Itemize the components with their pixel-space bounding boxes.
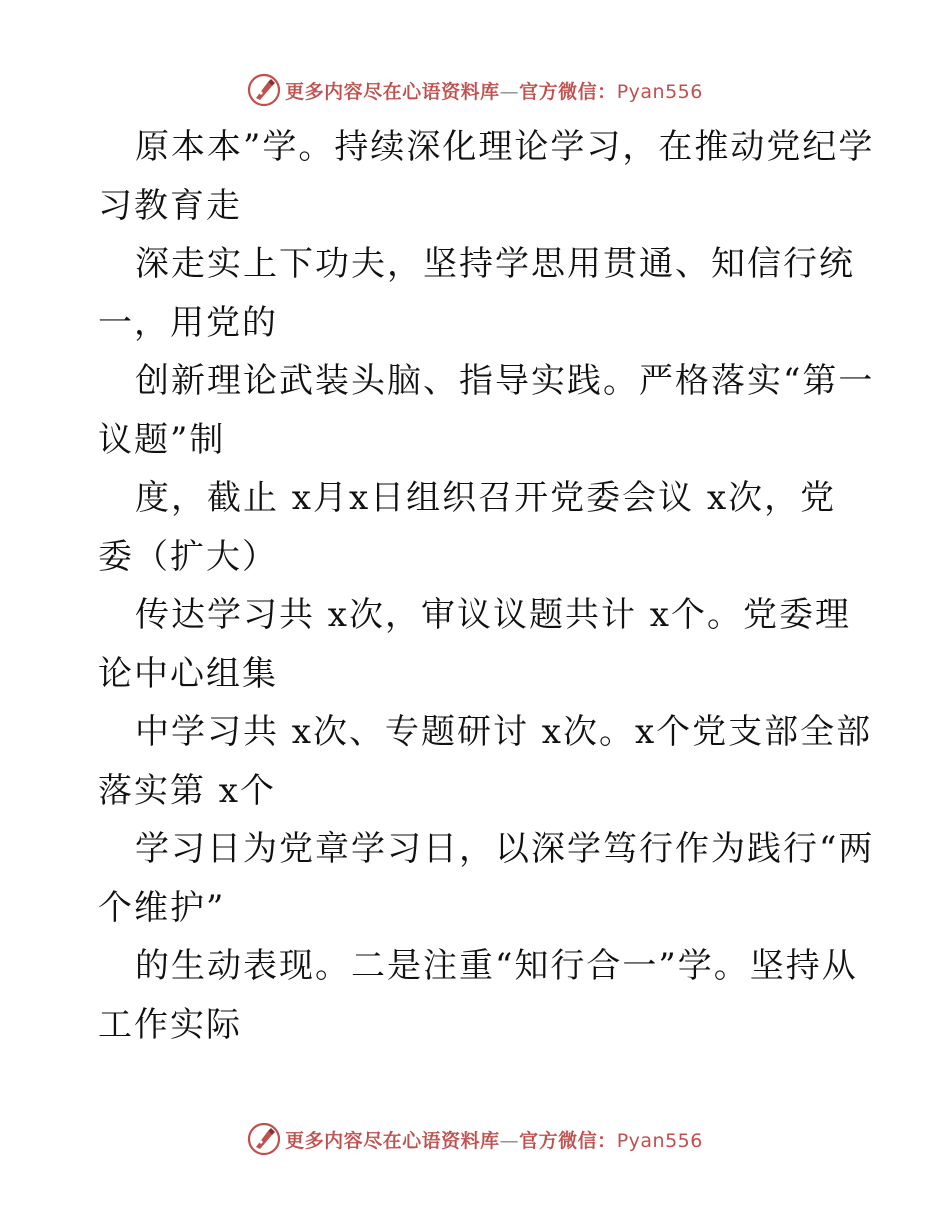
paragraph-line: 个维护” [98,887,226,928]
watermark-text [285,77,703,104]
paragraph-line: 中学习共 x次、专题研讨 x次。x个党支部全部 [135,712,873,752]
paragraph-line: 一，用党的 [98,302,278,343]
paragraph-line: 落实第 x个 [98,770,276,811]
paragraph-line: 原本本”学。持续深化理论学习，在推动党纪学 [135,127,875,167]
watermark-text [285,1126,703,1153]
paragraph-line: 学习日为党章学习日，以深学笃行作为践行“两 [135,829,875,869]
paragraph-line: 论中心组集 [98,653,278,694]
watermark-wechat-label: 官方微信： [519,80,617,103]
pen-nib-logo-icon [247,1122,281,1156]
watermark-wechat-id: Pyan556 [616,80,703,103]
paragraph [0,820,950,937]
paragraph [0,469,950,586]
paragraph [0,352,950,469]
paragraph [0,586,950,703]
document-body [0,118,950,1054]
watermark-dash: — [499,1129,520,1152]
paragraph [0,235,950,352]
paragraph-line: 的生动表现。二是注重“知行合一”学。坚持从 [135,946,858,986]
paragraph [0,703,950,820]
watermark-library-text: 更多内容尽在心语资料库 [285,1129,500,1152]
header-watermark-banner [0,70,950,110]
paragraph-line: 传达学习共 x次，审议议题共计 x个。党委理 [135,595,851,635]
paragraph-line: 委（扩大） [98,536,278,577]
watermark-dash: — [499,80,520,103]
paragraph [0,937,950,1054]
watermark-wechat-id: Pyan556 [616,1129,703,1152]
paragraph-line: 议题”制 [98,419,226,460]
pen-nib-logo-icon [247,73,281,107]
watermark-wechat-label: 官方微信： [519,1129,617,1152]
watermark-library-text: 更多内容尽在心语资料库 [285,80,500,103]
paragraph-line: 创新理论武装头脑、指导实践。严格落实“第一 [135,361,875,401]
paragraph-line: 深走实上下功夫，坚持学思用贯通、知信行统 [135,244,855,284]
paragraph [0,118,950,235]
paragraph-line: 工作实际 [98,1004,242,1045]
footer-watermark-banner [0,1119,950,1159]
paragraph-line: 度，截止 x月x日组织召开党委会议 x次，党 [135,478,837,518]
paragraph-line: 习教育走 [98,185,242,226]
